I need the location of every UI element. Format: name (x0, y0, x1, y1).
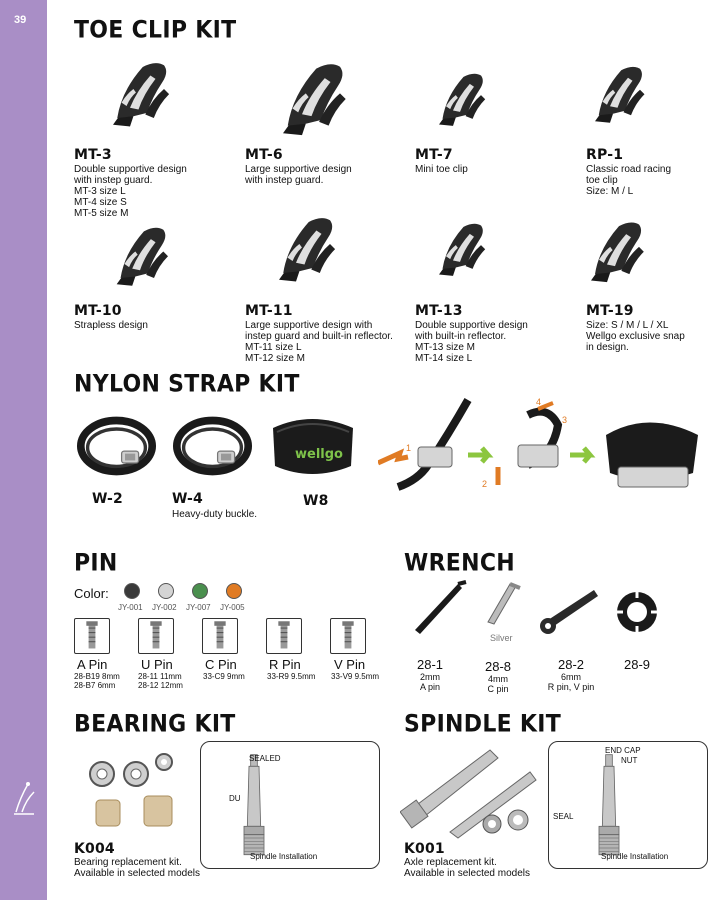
mt-7-image (425, 55, 495, 145)
v-pin-name: V Pin (334, 657, 366, 672)
mt-13-description: Double supportive design with built-in reflector. MT-13 size M MT-14 size L (415, 320, 528, 364)
wrench-28-9-code: 28-9 (623, 657, 651, 672)
k001-image (400, 740, 540, 840)
arrow-right-icon (468, 448, 488, 462)
nylon-strap-kit-title: NYLON STRAP KIT (74, 371, 300, 398)
a-pin-specs: 28-B19 8mm 28-B7 6mm (74, 672, 120, 690)
seal-callout: SEAL (553, 812, 574, 821)
mt-19-description: Size: S / M / L / XL Wellgo exclusive snap in design. (586, 320, 685, 353)
bearing-install-panel (200, 741, 380, 869)
pin-color-swatch-jy-002 (158, 583, 174, 599)
mt-7-code: MT-7 (415, 147, 453, 163)
spindle-install-panel (548, 741, 708, 869)
r-pin-name: R Pin (269, 657, 301, 672)
pin-color-code-jy-001: JY-001 (118, 603, 143, 612)
bearing-kit-title: BEARING KIT (74, 711, 236, 738)
arrow-right-icon (570, 448, 590, 462)
mt-11-code: MT-11 (245, 303, 293, 319)
step-number-4: 4 (536, 397, 542, 407)
du-callout: DU (229, 794, 241, 803)
page-number: 39 (14, 14, 27, 26)
pin-color-swatch-jy-001 (124, 583, 140, 599)
step-number-2: 2 (482, 479, 488, 489)
wrench-28-1-code: 28-1 (416, 657, 444, 672)
rp-1-description: Classic road racing toe clip Size: M / L (586, 164, 672, 197)
bearing-spindle-drawing (229, 748, 279, 863)
wrench-28-2-specs: 6mm R pin, V pin (547, 672, 595, 692)
k004-code: K004 (74, 841, 115, 857)
pin-color-code-jy-007: JY-007 (186, 603, 211, 612)
mt-11-description: Large supportive design with instep guard and built-in reflector. MT-11 size L MT-12 size M (245, 320, 393, 364)
mt-7-description: Mini toe clip (415, 164, 468, 175)
wrench-28-9-image (615, 590, 659, 634)
wrench-28-8-image (480, 580, 530, 630)
wellgo-logo: wellgo (295, 447, 343, 462)
cyclist-logo-icon (10, 778, 38, 818)
a-pin-name: A Pin (77, 657, 108, 672)
spindle-drawing (584, 748, 634, 863)
u-pin-image (138, 618, 174, 654)
v-pin-specs: 33-V9 9.5mm (331, 672, 380, 681)
wrench-28-1-specs: 2mm A pin (419, 672, 441, 692)
strap-step-1-pedal (418, 447, 452, 467)
mt-19-code: MT-19 (586, 303, 634, 319)
w-4-image (170, 410, 255, 482)
w-2-code: W-2 (92, 491, 123, 507)
mt-10-image (100, 222, 180, 292)
k001-code: K001 (404, 841, 445, 857)
spindle-kit-title: SPINDLE KIT (404, 711, 562, 738)
step-number-3: 3 (562, 415, 568, 425)
mt-13-image (425, 205, 495, 295)
strap-install-diagram (378, 395, 713, 495)
c-pin-specs: 33-C9 9mm (203, 672, 245, 681)
wrench-title: WRENCH (404, 550, 516, 577)
wrench-28-2-code: 28-2 (557, 657, 585, 672)
w-2-image (74, 410, 159, 482)
c-pin-image (202, 618, 238, 654)
spindle-install-label: Spindle Installation (601, 852, 669, 861)
a-pin-image (74, 618, 110, 654)
mt-10-code: MT-10 (74, 303, 122, 319)
rp-1-image (580, 45, 655, 145)
mt-11-image (262, 200, 347, 300)
pin-color-code-jy-002: JY-002 (152, 603, 177, 612)
end-cap-callout: END CAP (605, 746, 641, 755)
wrench-28-8-specs: 4mm C pin (487, 674, 509, 694)
toe-clip-kit-title: TOE CLIP KIT (74, 17, 237, 44)
step-number-1: 1 (406, 443, 412, 453)
mt-3-description: Double supportive design with instep guard. MT-3 size L MT-4 size S MT-5 size M (74, 164, 187, 219)
r-pin-image (266, 618, 302, 654)
pin-color-code-jy-005: JY-005 (220, 603, 245, 612)
w-4-code: W-4 (172, 491, 203, 507)
side-bar (0, 0, 47, 900)
k001-description: Axle replacement kit. Available in selected models (404, 857, 531, 879)
mt-10-description: Strapless design (74, 320, 148, 331)
k004-description: Bearing replacement kit. Available in selected models (74, 857, 201, 879)
w-4-description: Heavy-duty buckle. (172, 509, 258, 520)
c-pin-name: C Pin (205, 657, 237, 672)
k004-image (84, 752, 194, 837)
mt-6-image (264, 55, 359, 145)
w8-code: W8 (303, 493, 329, 509)
pin-color-label: Color: (74, 586, 109, 601)
bearing-install-label: Spindle Installation (250, 852, 318, 861)
mt-6-code: MT-6 (245, 147, 283, 163)
mt-3-image (96, 45, 181, 145)
pin-color-swatch-jy-005 (226, 583, 242, 599)
sealed-callout: SEALED (249, 754, 281, 763)
wrench-28-1-image (410, 580, 470, 640)
mt-19-image (575, 210, 655, 295)
rp-1-code: RP-1 (586, 147, 624, 163)
wrench-28-2-image (538, 584, 600, 639)
v-pin-image (330, 618, 366, 654)
r-pin-specs: 33-R9 9.5mm (267, 672, 316, 681)
nut-callout: NUT (621, 756, 638, 765)
pin-title: PIN (74, 550, 118, 577)
wrench-28-8-code: 28-8 (484, 659, 512, 674)
mt-3-code: MT-3 (74, 147, 112, 163)
mt-13-code: MT-13 (415, 303, 463, 319)
u-pin-specs: 28-11 11mm 28-12 12mm (138, 672, 183, 690)
w8-image (265, 408, 360, 488)
pin-color-swatch-jy-007 (192, 583, 208, 599)
u-pin-name: U Pin (141, 657, 173, 672)
mt-6-description: Large supportive design with instep guard. (245, 164, 352, 186)
silver-label: Silver (490, 633, 513, 643)
